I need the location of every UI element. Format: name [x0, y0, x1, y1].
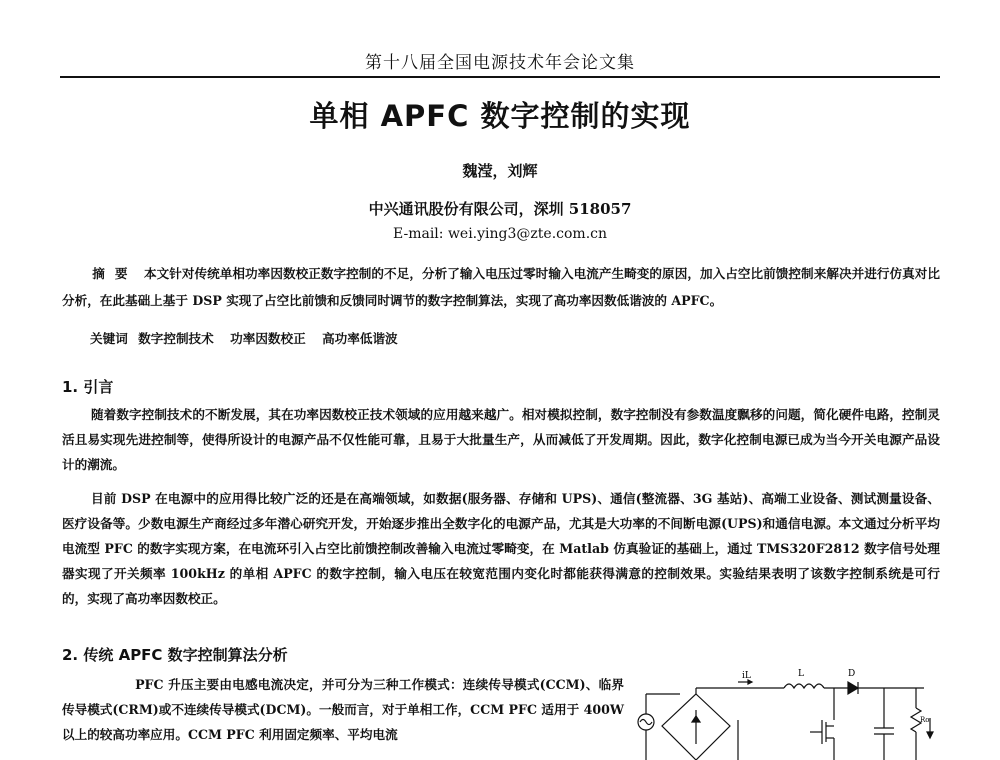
- section-heading-intro: 1. 引言: [62, 378, 114, 396]
- keyword-item: 功率因数校正: [230, 331, 306, 346]
- abstract-text: 本文针对传统单相功率因数校正数字控制的不足，分析了输入电压过零时输入电流产生畸变的原因，加入占空比前馈控制来解决并进行仿真对比分析，在此基础上基于 DSP 实现了占空比前馈和反馈同时调节的数字控制算法，实现了高功率因数低谐波的 APFC。: [62, 266, 941, 308]
- section-heading-analysis: 2. 传统 APFC 数字控制算法分析: [62, 646, 288, 664]
- label-l: L: [798, 669, 804, 679]
- keyword-item: 高功率低谐波: [322, 331, 398, 346]
- abstract-label: 摘要: [92, 266, 138, 281]
- paper-authors: 魏滢，刘辉: [462, 162, 538, 180]
- intro-paragraph-2: 目前 DSP 在电源中的应用得比较广泛的还是在高端领域，如数据(服务器、存储和 UPS)、通信(整流器、3G 基站)、高端工业设备、测试测量设备、医疗设备等。少数电源生产商经过多年潜心研究开发，开始逐步推出全数字化的电源产品，尤其是大功率的不间断电源(UPS)和通信电源。本文通过分析平均电流型 PFC 的数字实现方案，在电流环引入占空比前馈控制改善输入电流过零畸变，在 Matlab 仿真验证的基础上，通过 TMS320F2812 数字信号处理器实现了开关频率 100kHz 的单相 APFC 的数字控制，输入电压在较宽范围内变化时都能获得满意的控制效果。实验结果表明了该数字控制系统是可行的，实现了高功率因数校正。: [62, 491, 940, 606]
- pfc-circuit-figure: [634, 660, 940, 760]
- header-rule: [60, 76, 940, 78]
- keywords: [90, 328, 410, 347]
- paper-title: 单相 APFC 数字控制的实现: [309, 99, 691, 133]
- intro-paragraph-1: 随着数字控制技术的不断发展，其在功率因数校正技术领域的应用越来越广。相对模拟控制，数字控制没有参数温度飘移的问题，简化硬件电路，控制灵活且易实现先进控制等，使得所设计的电源产品不仅性能可靠，且易于大批量生产，从而减低了开发周期。因此，数字化控制电源已成为当今开关电源产品设计的潮流。: [62, 407, 940, 472]
- label-il: iL: [742, 671, 751, 681]
- diode-symbol: [848, 682, 858, 694]
- analysis-paragraph-1: PFC 升压主要由电感电流决定，并可分为三种工作模式：连续传导模式(CCM)、临界传导模式(CRM)或不连续传导模式(DCM)。一般而言，对于单相工作，CCM PFC 适用于 400W 以上的较高功率应用。CCM PFC 利用固定频率、平均电流: [62, 677, 624, 742]
- inductor-symbol: [784, 684, 824, 688]
- abstract: [62, 260, 940, 314]
- keywords-label: 关键词: [90, 331, 128, 346]
- paper-email: E-mail: wei.ying3@zte.com.cn: [392, 226, 607, 242]
- label-d: D: [848, 669, 856, 679]
- proceedings-header: 第十八届全国电源技术年会论文集: [365, 53, 635, 73]
- keyword-item: 数字控制技术: [138, 331, 214, 346]
- paper-affiliation: 中兴通讯股份有限公司，深圳 518057: [368, 200, 632, 218]
- label-ro: Ro: [920, 716, 930, 724]
